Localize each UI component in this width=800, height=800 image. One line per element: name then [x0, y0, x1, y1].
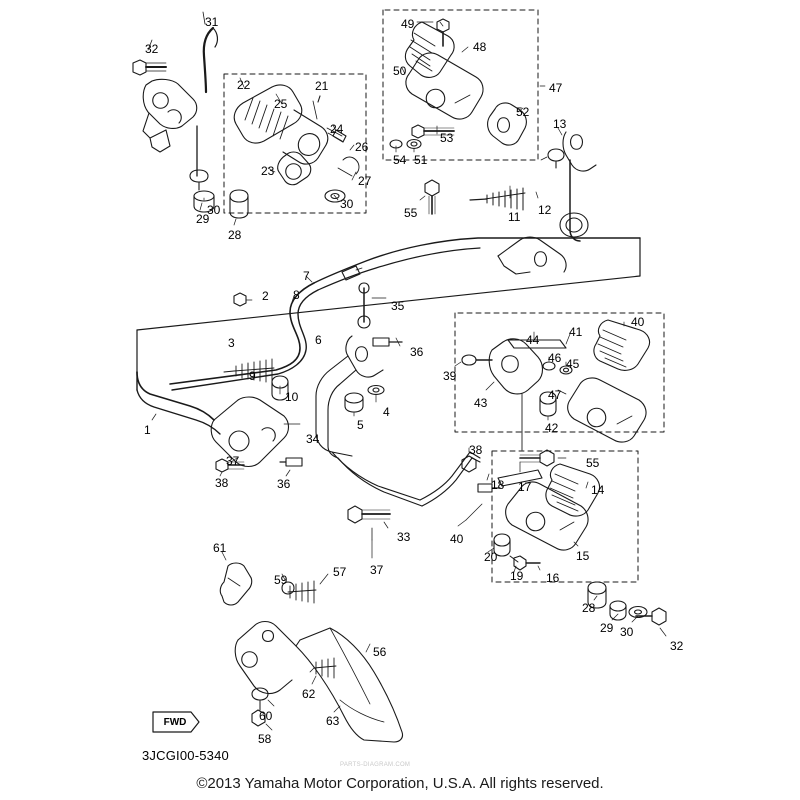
watermark-text: PARTS-DIAGRAM.COM — [340, 762, 411, 768]
callout-number: 30 — [340, 197, 354, 211]
callout-number: 15 — [576, 549, 590, 563]
callout-number: 22 — [237, 78, 251, 92]
callout-number: 61 — [213, 541, 227, 555]
callout-number: 44 — [526, 333, 540, 347]
callout-number: 60 — [259, 709, 273, 723]
copyright-notice: ©2013 Yamaha Motor Corporation, U.S.A. All rights reserved. — [196, 775, 604, 792]
callout-number: 47 — [548, 388, 562, 402]
callout-number: 63 — [326, 714, 340, 728]
callout-number: 53 — [440, 131, 454, 145]
callout-number: 30 — [207, 203, 221, 217]
callout-number: 33 — [397, 530, 411, 544]
callout-number: 25 — [274, 97, 288, 111]
callout-number: 7 — [303, 269, 310, 283]
callout-number: 30 — [620, 625, 634, 639]
callout-number: 27 — [358, 174, 372, 188]
callout-number: 59 — [274, 573, 288, 587]
diagram-part-number: 3JCGI00-5340 — [142, 748, 229, 763]
callout-number: 32 — [145, 42, 159, 56]
callout-number: 32 — [670, 639, 684, 653]
callout-number: 46 — [548, 351, 562, 365]
callout-number: 4 — [383, 405, 390, 419]
callout-number: 56 — [373, 645, 387, 659]
callout-number: 8 — [293, 288, 300, 302]
callout-number: 26 — [355, 140, 369, 154]
callout-number: 17 — [518, 480, 532, 494]
callout-number: 29 — [600, 621, 614, 635]
callout-number: 1 — [144, 423, 151, 437]
callout-number: 48 — [473, 40, 487, 54]
callout-number: 35 — [391, 299, 405, 313]
callout-number: 55 — [586, 456, 600, 470]
callout-number: 5 — [357, 418, 364, 432]
callout-number: 29 — [196, 212, 210, 226]
callout-number: 31 — [205, 15, 219, 29]
callout-number: 36 — [277, 477, 291, 491]
callout-number: 12 — [538, 203, 552, 217]
callout-number: 14 — [591, 483, 605, 497]
callout-number: 23 — [261, 164, 275, 178]
callout-number: 41 — [569, 325, 583, 339]
callout-number: 21 — [315, 79, 329, 93]
callout-number: 37 — [370, 563, 384, 577]
callout-number: 28 — [228, 228, 242, 242]
callout-number: 55 — [404, 206, 418, 220]
callout-number: 19 — [510, 569, 524, 583]
callout-number: 10 — [285, 390, 299, 404]
callout-number: 49 — [401, 17, 415, 31]
callout-number: 58 — [258, 732, 272, 746]
fwd-direction-marker: FWD — [163, 716, 187, 728]
callout-number: 54 — [393, 153, 407, 167]
callout-number: 57 — [333, 565, 347, 579]
callout-number: 2 — [262, 289, 269, 303]
callout-number: 39 — [443, 369, 457, 383]
callout-number: 50 — [393, 64, 407, 78]
callout-number: 18 — [491, 478, 505, 492]
callout-number: 20 — [484, 550, 498, 564]
callout-number: 40 — [631, 315, 645, 329]
callout-number: 36 — [410, 345, 424, 359]
callout-number: 43 — [474, 396, 488, 410]
callout-number: 16 — [546, 571, 560, 585]
callout-number: 6 — [315, 333, 322, 347]
callout-number: 24 — [330, 122, 344, 136]
callout-number: 3 — [228, 336, 235, 350]
callout-number: 40 — [450, 532, 464, 546]
callout-number: 9 — [249, 369, 256, 383]
callout-number: 11 — [508, 210, 521, 224]
callout-number: 51 — [414, 153, 428, 167]
callout-number: 34 — [306, 432, 320, 446]
callout-number: 37 — [226, 454, 240, 468]
callout-number: 62 — [302, 687, 316, 701]
callout-number: 38 — [215, 476, 229, 490]
callout-number: 47 — [549, 81, 563, 95]
callout-number: 13 — [553, 117, 567, 131]
callout-number: 28 — [582, 601, 596, 615]
callout-number: 45 — [566, 357, 580, 371]
callout-number: 38 — [469, 443, 483, 457]
callout-number: 52 — [516, 105, 530, 119]
callout-number: 42 — [545, 421, 559, 435]
